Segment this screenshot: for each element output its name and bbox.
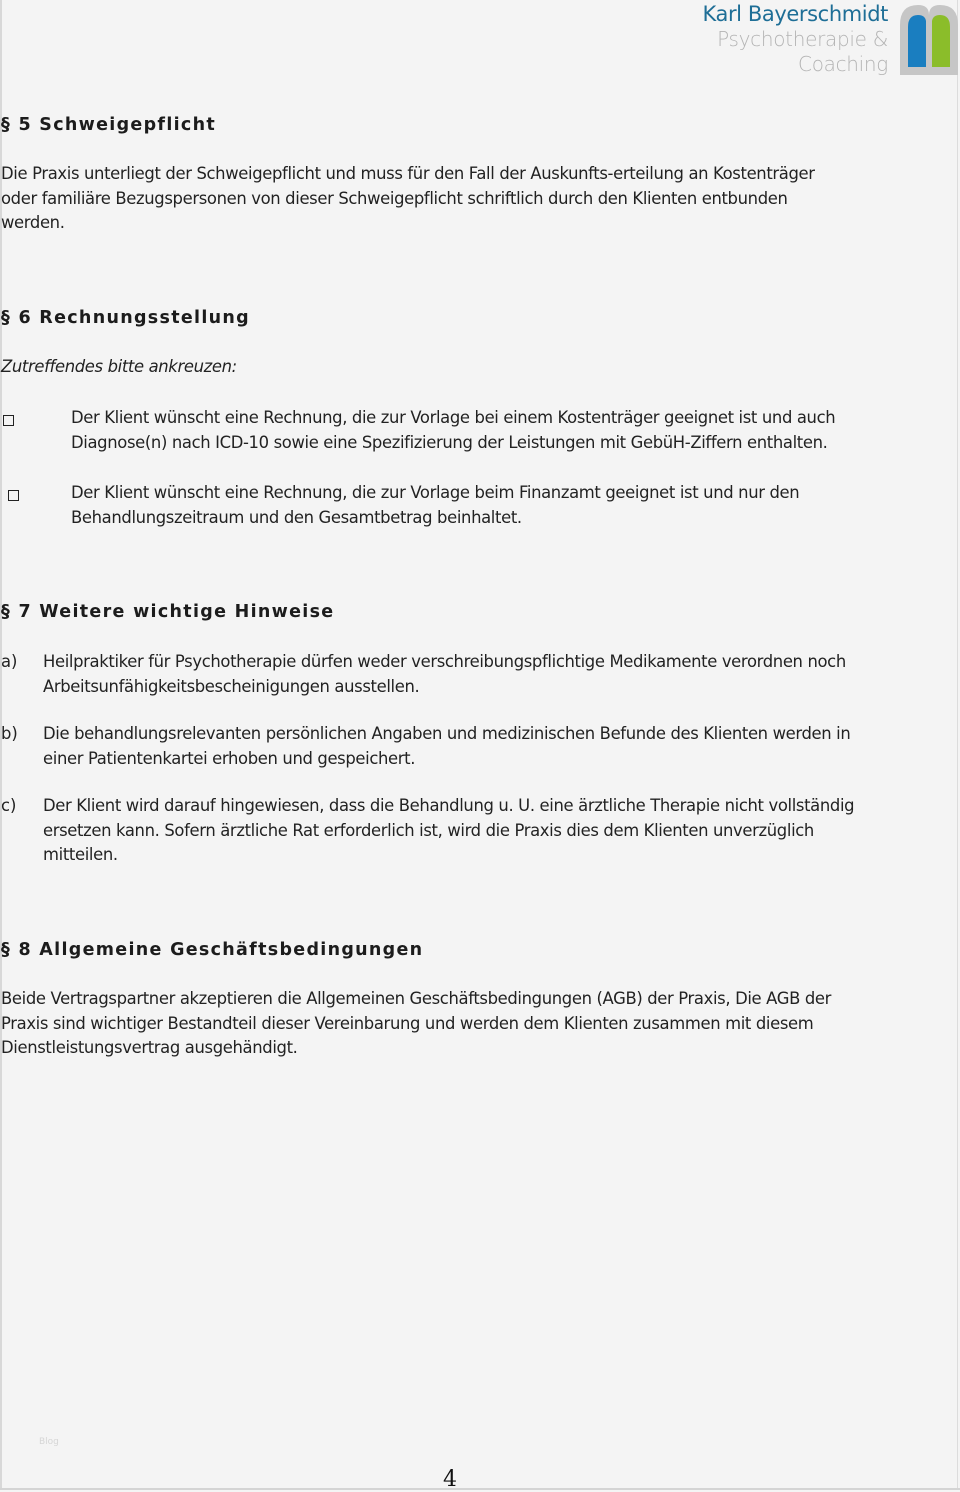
notice-item-text	[43, 650, 846, 699]
m-logo-icon	[898, 3, 960, 75]
text-line: mitteilen.	[43, 845, 118, 864]
section-6-heading: § 6 Rechnungsstellung	[1, 308, 250, 328]
notice-item-marker: b)	[1, 724, 18, 743]
brand-name: Karl Bayerschmidt	[702, 2, 888, 26]
page-number: 4	[443, 1467, 457, 1492]
notice-item-text	[43, 722, 850, 771]
text-line: Der Klient wünscht eine Rechnung, die zur Vorlage beim Finanzamt geeignet ist und nur den	[71, 483, 800, 502]
text-line: ersetzen kann. Sofern ärztliche Rat erforderlich ist, wird die Praxis dies dem Klienten unverzüglich	[43, 820, 814, 840]
brand-subtitle-line1: Psychotherapie &	[717, 27, 888, 51]
notice-item-marker: a)	[1, 652, 18, 671]
notice-item-marker: c)	[1, 796, 17, 815]
text-line: Beide Vertragspartner akzeptieren die Allgemeinen Geschäftsbedingungen (AGB) der Praxis, Die AGB der	[1, 989, 832, 1008]
text-line: Die Praxis unterliegt der Schweigepflicht und muss für den Fall der Auskunfts-erteilung an Kostenträger	[1, 164, 815, 183]
text-line: Die behandlungsrelevanten persönlichen Angaben und medizinischen Befunde des Klienten werden in	[43, 724, 851, 743]
invoice-option-insurer-text	[71, 406, 835, 455]
text-line: Der Klient wird darauf hingewiesen, dass die Behandlung u. U. eine ärztliche Therapie nicht vollständig	[43, 796, 855, 815]
section-8-heading: § 8 Allgemeine Geschäftsbedingungen	[1, 940, 424, 960]
text-line: Der Klient wünscht eine Rechnung, die zur Vorlage bei einem Kostenträger geeignet ist und auch	[71, 408, 836, 427]
brand-header	[702, 2, 888, 77]
section-5-text	[1, 162, 815, 236]
watermark: Blog	[39, 1437, 59, 1447]
section-5-heading: § 5 Schweigepflicht	[1, 115, 217, 135]
invoice-option-tax-office-checkbox[interactable]	[8, 490, 19, 501]
page-right-border	[957, 0, 958, 1490]
section-6-instruction: Zutreffendes bitte ankreuzen:	[1, 357, 237, 376]
section-7-heading: § 7 Weitere wichtige Hinweise	[1, 602, 335, 622]
invoice-option-tax-office-text	[71, 481, 799, 530]
brand-subtitle-line2: Coaching	[798, 52, 888, 76]
section-8-text	[1, 987, 831, 1061]
text-line: oder familiäre Bezugspersonen von dieser Schweigepflicht schriftlich durch den Klienten entbunden	[1, 188, 788, 208]
text-line: Dienstleistungsvertrag ausgehändigt.	[1, 1038, 298, 1057]
text-line: Diagnose(n) nach ICD-10 sowie eine Spezifizierung der Leistungen mit GebüH-Ziffern enthalten.	[71, 432, 828, 452]
text-line: einer Patientenkartei erhoben und gespeichert.	[43, 748, 416, 768]
notice-item-text	[43, 794, 854, 868]
text-line: Arbeitsunfähigkeitsbescheinigungen ausstellen.	[43, 676, 420, 696]
invoice-option-insurer-checkbox[interactable]	[3, 415, 14, 426]
text-line: Heilpraktiker für Psychotherapie dürfen weder verschreibungspflichtige Medikamente verordnen noch	[43, 652, 846, 671]
text-line: Behandlungszeitraum und den Gesamtbetrag beinhaltet.	[71, 507, 522, 527]
text-line: werden.	[1, 213, 65, 232]
text-line: Praxis sind wichtiger Bestandteil dieser Vereinbarung und werden dem Klienten zusammen mit diesem	[1, 1013, 814, 1033]
